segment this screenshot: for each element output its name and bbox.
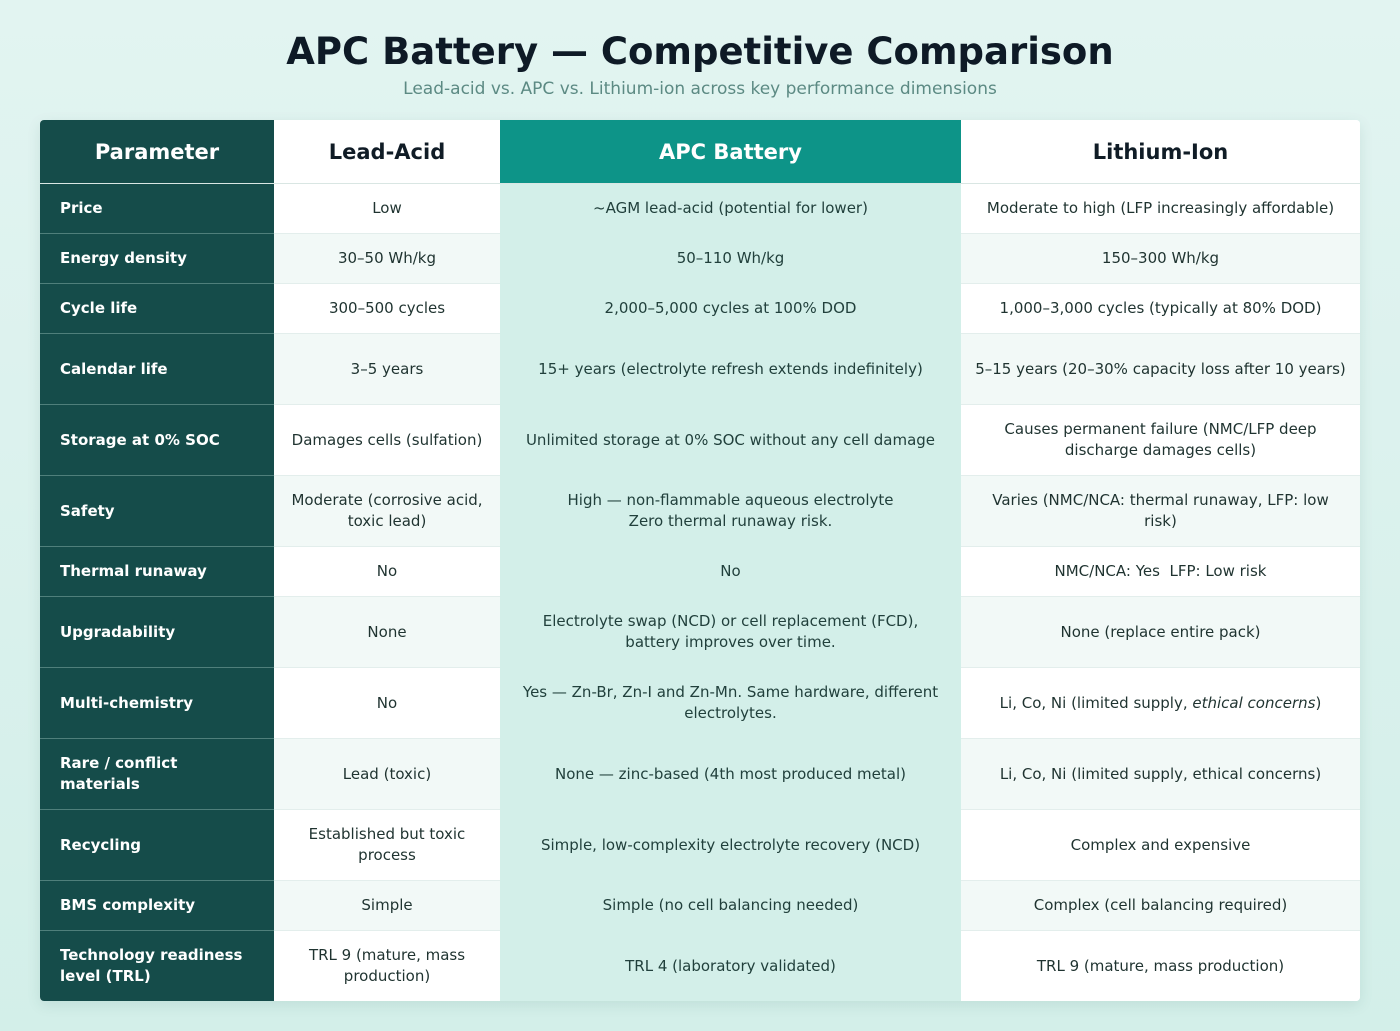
lithium-cell: None (replace entire pack): [961, 597, 1360, 668]
param-cell: Calendar life: [40, 334, 274, 405]
table-row-multi-chemistry: [40, 668, 1360, 739]
lead-acid-cell: Damages cells (sulfation): [274, 405, 500, 476]
lithium-cell-emphasis: ethical concerns: [1192, 693, 1316, 712]
table-row-rare-materials: [40, 739, 1360, 810]
param-cell: Energy density: [40, 234, 274, 284]
table-row-calendar-life: [40, 334, 1360, 405]
apc-cell: Yes — Zn-Br, Zn-I and Zn-Mn. Same hardware, different electrolytes.: [500, 668, 961, 739]
apc-cell: Electrolyte swap (NCD) or cell replacement (FCD), battery improves over time.: [500, 597, 961, 668]
lead-acid-cell: Moderate (corrosive acid, toxic lead): [274, 476, 500, 547]
param-cell: Storage at 0% SOC: [40, 405, 274, 476]
table-row-thermal-runaway: [40, 547, 1360, 597]
apc-cell: Unlimited storage at 0% SOC without any cell damage: [500, 405, 961, 476]
lithium-cell: TRL 9 (mature, mass production): [961, 931, 1360, 1002]
apc-cell: No: [500, 547, 961, 597]
lead-acid-cell: No: [274, 547, 500, 597]
lithium-cell: Moderate to high (LFP increasingly affordable): [961, 184, 1360, 234]
apc-cell: 15+ years (electrolyte refresh extends indefinitely): [500, 334, 961, 405]
lead-acid-cell: No: [274, 668, 500, 739]
lead-acid-cell: None: [274, 597, 500, 668]
lead-acid-cell: Established but toxic process: [274, 810, 500, 881]
table-row-trl: [40, 931, 1360, 1002]
lithium-cell: 150–300 Wh/kg: [961, 234, 1360, 284]
table-row-cycle-life: [40, 284, 1360, 334]
header-parameter: Parameter: [40, 120, 274, 184]
table-row-recycling: [40, 810, 1360, 881]
param-cell: Price: [40, 184, 274, 234]
lithium-cell-text: ): [1315, 693, 1322, 712]
apc-cell: 50–110 Wh/kg: [500, 234, 961, 284]
lithium-cell: [961, 668, 1360, 739]
apc-cell: TRL 4 (laboratory validated): [500, 931, 961, 1002]
header-lead-acid: Lead-Acid: [274, 120, 500, 184]
apc-cell-line: Zero thermal runaway risk.: [628, 512, 833, 530]
param-cell: Safety: [40, 476, 274, 547]
table-row-storage-0-soc: [40, 405, 1360, 476]
apc-cell: None — zinc-based (4th most produced metal): [500, 739, 961, 810]
table-row-price: [40, 184, 1360, 234]
lithium-cell: Complex (cell balancing required): [961, 881, 1360, 931]
page-title: APC Battery — Competitive Comparison: [286, 30, 1114, 73]
apc-cell: Simple (no cell balancing needed): [500, 881, 961, 931]
lead-acid-cell: 300–500 cycles: [274, 284, 500, 334]
lithium-cell: NMC/NCA: Yes LFP: Low risk: [961, 547, 1360, 597]
table-row-upgradability: [40, 597, 1360, 668]
param-cell: Cycle life: [40, 284, 274, 334]
param-cell: Rare / conflict materials: [40, 739, 274, 810]
lead-acid-cell: Lead (toxic): [274, 739, 500, 810]
lead-acid-cell: 3–5 years: [274, 334, 500, 405]
param-cell: Thermal runaway: [40, 547, 274, 597]
table-row-energy-density: [40, 234, 1360, 284]
apc-cell: ~AGM lead-acid (potential for lower): [500, 184, 961, 234]
apc-cell: 2,000–5,000 cycles at 100% DOD: [500, 284, 961, 334]
apc-cell: Simple, low-complexity electrolyte recovery (NCD): [500, 810, 961, 881]
param-cell: BMS complexity: [40, 881, 274, 931]
header-lithium-ion: Lithium-Ion: [961, 120, 1360, 184]
param-cell: Recycling: [40, 810, 274, 881]
lead-acid-cell: Low: [274, 184, 500, 234]
apc-cell: [500, 476, 961, 547]
page-subtitle: Lead-acid vs. APC vs. Lithium-ion across key performance dimensions: [403, 79, 997, 99]
lithium-cell: 5–15 years (20–30% capacity loss after 10 years): [961, 334, 1360, 405]
param-cell: Upgradability: [40, 597, 274, 668]
apc-cell-line: High — non-flammable aqueous electrolyte: [567, 491, 894, 509]
lead-acid-cell: Simple: [274, 881, 500, 931]
lithium-cell: Complex and expensive: [961, 810, 1360, 881]
table-row-bms-complexity: [40, 881, 1360, 931]
comparison-table-container: [40, 120, 1360, 1001]
table-header-row: [40, 120, 1360, 184]
lithium-cell: 1,000–3,000 cycles (typically at 80% DOD): [961, 284, 1360, 334]
lithium-cell: Varies (NMC/NCA: thermal runaway, LFP: low risk): [961, 476, 1360, 547]
lithium-cell-text: Li, Co, Ni (limited supply,: [999, 693, 1193, 712]
lead-acid-cell: 30–50 Wh/kg: [274, 234, 500, 284]
lithium-cell: Li, Co, Ni (limited supply, ethical concerns): [961, 739, 1360, 810]
table-row-safety: [40, 476, 1360, 547]
param-cell: Technology readiness level (TRL): [40, 931, 274, 1002]
lithium-cell: Causes permanent failure (NMC/LFP deep discharge damages cells): [961, 405, 1360, 476]
lead-acid-cell: TRL 9 (mature, mass production): [274, 931, 500, 1002]
comparison-table: [40, 120, 1360, 1001]
param-cell: Multi-chemistry: [40, 668, 274, 739]
header-apc-battery: APC Battery: [500, 120, 961, 184]
